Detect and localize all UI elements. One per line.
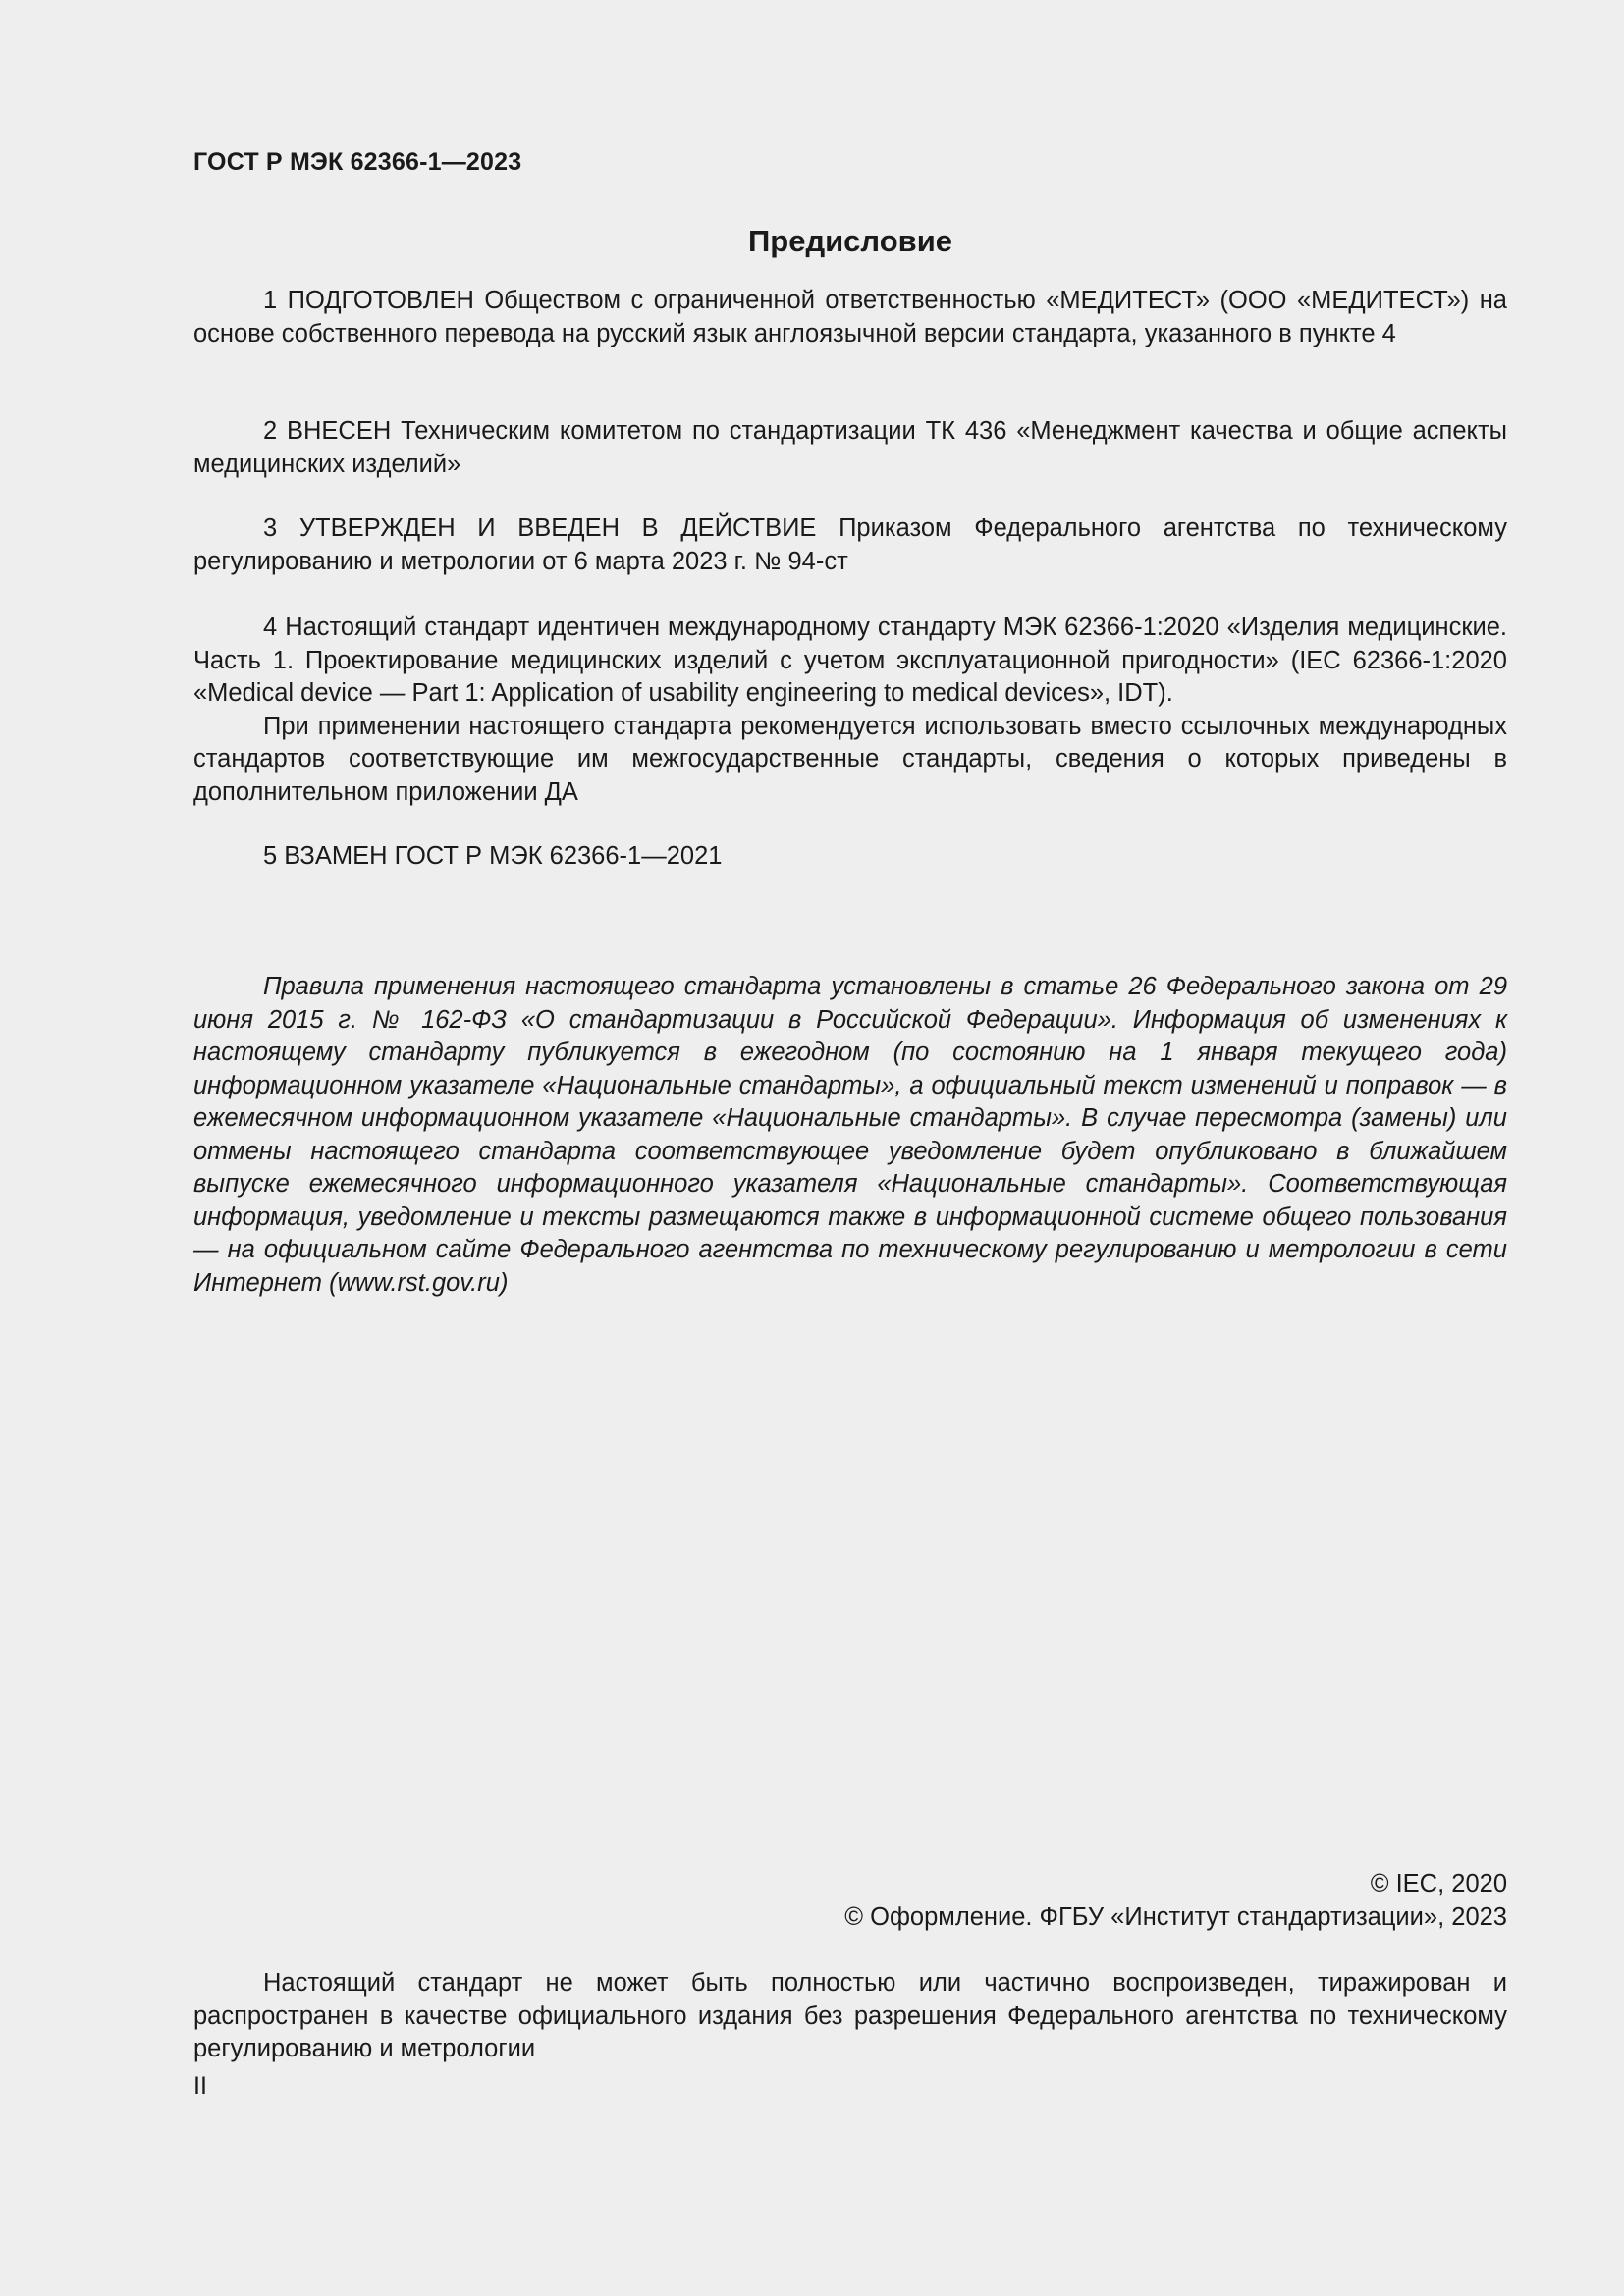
- page-title: Предисловие: [747, 224, 952, 258]
- reproduction-notice-text: Настоящий стандарт не может быть полностью или частично воспроизведен, тиражирован и распространен в качестве официального издания без разрешения Федерального агентства по техническому регулированию и метрологии: [193, 1969, 1507, 2062]
- page-number: II: [193, 2072, 207, 2100]
- copyright-block: [193, 1868, 1507, 1934]
- foreword-item-2: [193, 415, 1507, 481]
- foreword-item-5: [193, 840, 1507, 874]
- reproduction-notice: [193, 1967, 1507, 2066]
- foreword-item-1-text: 1 ПОДГОТОВЛЕН Обществом с ограниченной ответственностью «МЕДИТЕСТ» (ООО «МЕДИТЕСТ») на основе собственного перевода на русский язык англоязычной версии стандарта, указанного в пункте 4: [193, 287, 1507, 347]
- foreword-item-1: [193, 285, 1507, 350]
- foreword-item-3-text: 3 УТВЕРЖДЕН И ВВЕДЕН В ДЕЙСТВИЕ Приказом Федерального агентства по техническому регулированию и метрологии от 6 марта 2023 г. № 94-ст: [193, 514, 1507, 575]
- foreword-item-5-text: 5 ВЗАМЕН ГОСТ Р МЭК 62366-1—2021: [263, 842, 723, 870]
- foreword-item-2-text: 2 ВНЕСЕН Техническим комитетом по стандартизации ТК 436 «Менеджмент качества и общие аспекты медицинских изделий»: [193, 417, 1507, 478]
- copyright-iec: © IEC, 2020: [1370, 1870, 1507, 1897]
- foreword-item-4: [193, 612, 1507, 809]
- foreword-item-4-text: 4 Настоящий стандарт идентичен международному стандарту МЭК 62366-1:2020 «Изделия медицинские. Часть 1. Проектирование медицинских изделий с учетом эксплуатационной пригодности» (IEC 62366-1:2020 «Medical device — Part 1: Application of usability engineering to medical devices», IDT).: [193, 614, 1507, 707]
- foreword-item-4-note: При применении настоящего стандарта рекомендуется использовать вместо ссылочных международных стандартов соответствующие им межгосударственные стандарты, сведения о которых приведены в дополнительном приложении ДА: [193, 712, 1507, 806]
- document-header: ГОСТ Р МЭК 62366-1—2023: [193, 148, 522, 176]
- standard-application-notice-text: Правила применения настоящего стандарта установлены в статье 26 Федерального закона от 29 июня 2015 г. № 162-ФЗ «О стандартизации в Российской Федерации». Информация об изменениях к настоящему стандарту публикуется в ежегодном (по состоянию на 1 января текущего года) информационном указателе «Национальные стандарты», а официальный текст изменений и поправок — в ежемесячном информационном указателе «Национальные стандарты». В случае пересмотра (замены) или отмены настоящего стандарта соответствующее уведомление будет опубликовано в ближайшем выпуске ежемесячного информационного указателя «Национальные стандарты». Соответствующая информация, уведомление и тексты размещаются также в информационной системе общего пользования — на официальном сайте Федерального агентства по техническому регулированию и метрологии в сети Интернет (www.rst.gov.ru): [193, 973, 1507, 1297]
- copyright-design: © Оформление. ФГБУ «Институт стандартизации», 2023: [844, 1902, 1507, 1931]
- foreword-item-3: [193, 512, 1507, 578]
- document-page: [193, 0, 1507, 2296]
- standard-application-notice: [193, 971, 1507, 1300]
